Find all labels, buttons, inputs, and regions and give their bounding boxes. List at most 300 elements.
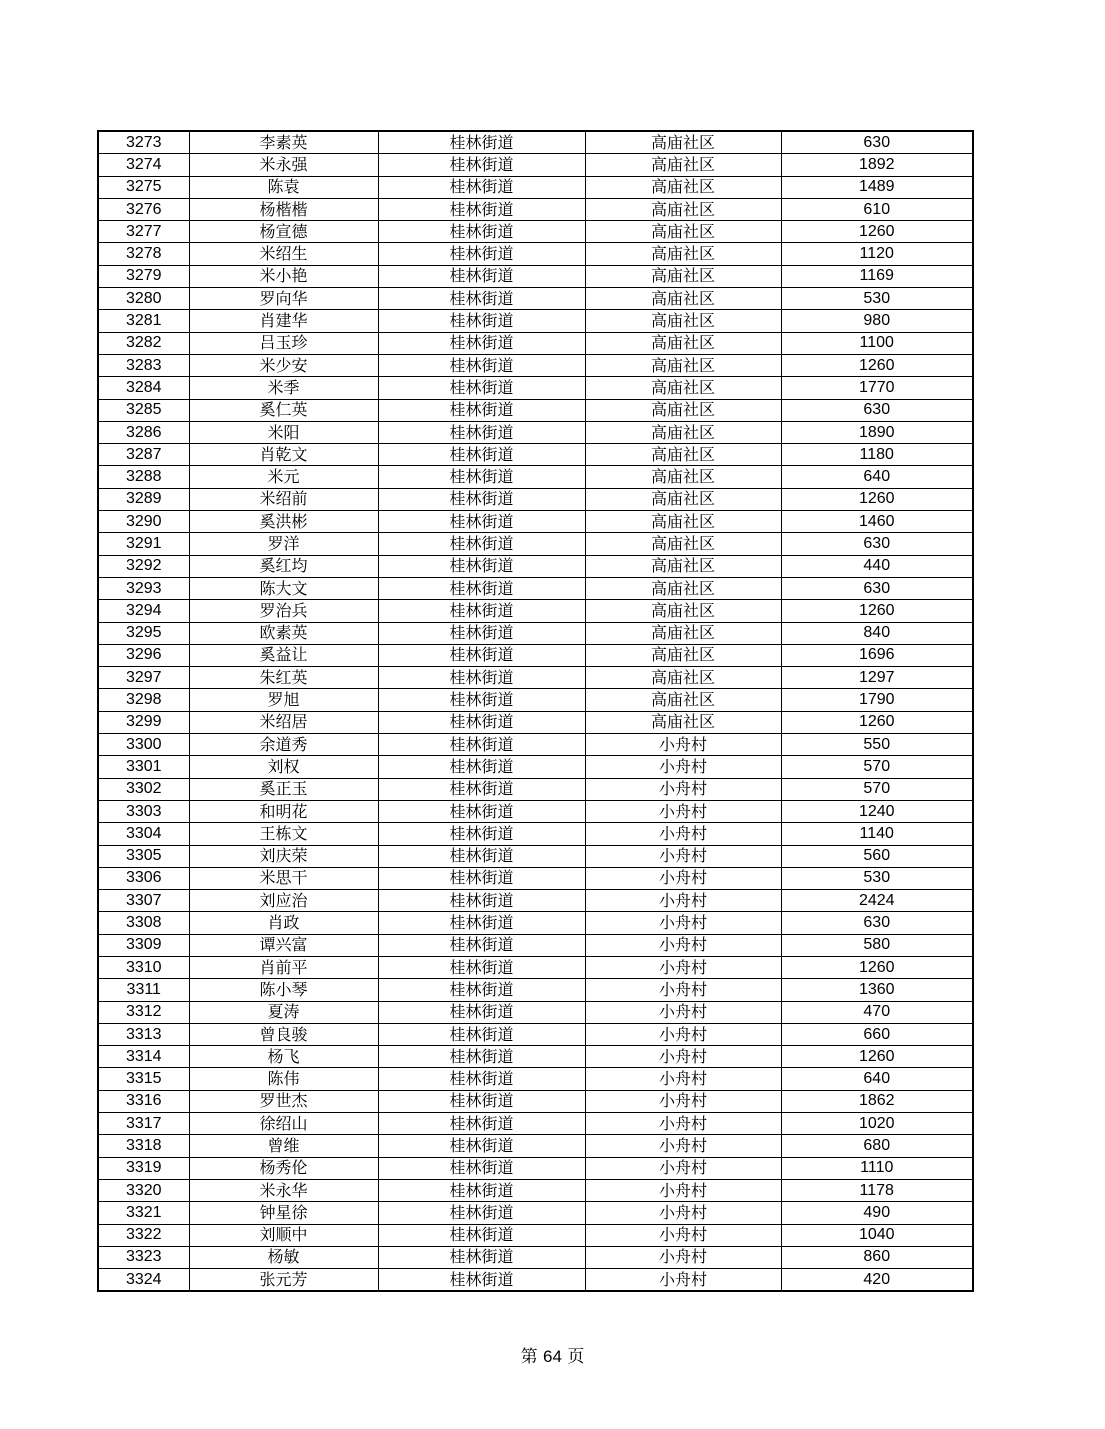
street-cell: 桂林街道: [378, 399, 585, 421]
community-cell: 高庙社区: [585, 131, 781, 154]
amount-cell: 640: [781, 1068, 973, 1090]
table-row: [98, 1224, 973, 1246]
street-cell: 桂林街道: [378, 466, 585, 488]
amount-cell: 1260: [781, 956, 973, 978]
serial-number-cell: 3292: [98, 555, 189, 577]
street-cell: 桂林街道: [378, 823, 585, 845]
community-cell: 小舟村: [585, 1179, 781, 1201]
community-cell: 小舟村: [585, 979, 781, 1001]
community-cell: 高庙社区: [585, 354, 781, 376]
table-row: [98, 1023, 973, 1045]
amount-cell: 610: [781, 198, 973, 220]
community-cell: 高庙社区: [585, 265, 781, 287]
serial-number-cell: 3285: [98, 399, 189, 421]
serial-number-cell: 3302: [98, 778, 189, 800]
name-cell: 谭兴富: [189, 934, 378, 956]
table-row: [98, 667, 973, 689]
name-cell: 米季: [189, 377, 378, 399]
serial-number-cell: 3317: [98, 1113, 189, 1135]
street-cell: 桂林街道: [378, 131, 585, 154]
street-cell: 桂林街道: [378, 488, 585, 510]
table-row: [98, 867, 973, 889]
serial-number-cell: 3319: [98, 1157, 189, 1179]
street-cell: 桂林街道: [378, 934, 585, 956]
community-cell: 高庙社区: [585, 466, 781, 488]
amount-cell: 1260: [781, 600, 973, 622]
serial-number-cell: 3283: [98, 354, 189, 376]
street-cell: 桂林街道: [378, 1023, 585, 1045]
amount-cell: 1890: [781, 421, 973, 443]
table-row: [98, 823, 973, 845]
amount-cell: 630: [781, 131, 973, 154]
table-row: [98, 644, 973, 666]
community-cell: 高庙社区: [585, 221, 781, 243]
amount-cell: 1260: [781, 711, 973, 733]
community-cell: 高庙社区: [585, 511, 781, 533]
community-cell: 高庙社区: [585, 622, 781, 644]
amount-cell: 1489: [781, 176, 973, 198]
serial-number-cell: 3314: [98, 1046, 189, 1068]
community-cell: 小舟村: [585, 823, 781, 845]
amount-cell: 570: [781, 756, 973, 778]
name-cell: 米永强: [189, 154, 378, 176]
name-cell: 米绍前: [189, 488, 378, 510]
table-row: [98, 131, 973, 154]
serial-number-cell: 3303: [98, 800, 189, 822]
table-row: [98, 354, 973, 376]
name-cell: 肖前平: [189, 956, 378, 978]
community-cell: 小舟村: [585, 778, 781, 800]
serial-number-cell: 3306: [98, 867, 189, 889]
community-cell: 小舟村: [585, 1269, 781, 1292]
serial-number-cell: 3321: [98, 1202, 189, 1224]
serial-number-cell: 3316: [98, 1090, 189, 1112]
roster-table-body: [98, 131, 973, 1291]
community-cell: 小舟村: [585, 912, 781, 934]
amount-cell: 1297: [781, 667, 973, 689]
table-row: [98, 1269, 973, 1292]
amount-cell: 630: [781, 399, 973, 421]
serial-number-cell: 3307: [98, 890, 189, 912]
name-cell: 罗洋: [189, 533, 378, 555]
name-cell: 肖建华: [189, 310, 378, 332]
street-cell: 桂林街道: [378, 1113, 585, 1135]
street-cell: 桂林街道: [378, 1068, 585, 1090]
name-cell: 曾维: [189, 1135, 378, 1157]
table-row: [98, 890, 973, 912]
street-cell: 桂林街道: [378, 555, 585, 577]
serial-number-cell: 3282: [98, 332, 189, 354]
street-cell: 桂林街道: [378, 421, 585, 443]
name-cell: 米思干: [189, 867, 378, 889]
amount-cell: 1260: [781, 1046, 973, 1068]
serial-number-cell: 3299: [98, 711, 189, 733]
serial-number-cell: 3276: [98, 198, 189, 220]
serial-number-cell: 3284: [98, 377, 189, 399]
community-cell: 高庙社区: [585, 711, 781, 733]
street-cell: 桂林街道: [378, 265, 585, 287]
table-row: [98, 555, 973, 577]
street-cell: 桂林街道: [378, 644, 585, 666]
amount-cell: 550: [781, 734, 973, 756]
name-cell: 米绍生: [189, 243, 378, 265]
street-cell: 桂林街道: [378, 979, 585, 1001]
amount-cell: 630: [781, 577, 973, 599]
serial-number-cell: 3281: [98, 310, 189, 332]
community-cell: 小舟村: [585, 1157, 781, 1179]
name-cell: 夏涛: [189, 1001, 378, 1023]
name-cell: 余道秀: [189, 734, 378, 756]
serial-number-cell: 3323: [98, 1246, 189, 1268]
community-cell: 小舟村: [585, 1135, 781, 1157]
amount-cell: 1180: [781, 444, 973, 466]
amount-cell: 1260: [781, 488, 973, 510]
amount-cell: 1120: [781, 243, 973, 265]
street-cell: 桂林街道: [378, 890, 585, 912]
table-row: [98, 1046, 973, 1068]
community-cell: 小舟村: [585, 1090, 781, 1112]
street-cell: 桂林街道: [378, 1157, 585, 1179]
community-cell: 小舟村: [585, 1113, 781, 1135]
serial-number-cell: 3295: [98, 622, 189, 644]
table-row: [98, 711, 973, 733]
community-cell: 高庙社区: [585, 600, 781, 622]
name-cell: 罗向华: [189, 288, 378, 310]
name-cell: 奚益让: [189, 644, 378, 666]
name-cell: 陈小琴: [189, 979, 378, 1001]
amount-cell: 1169: [781, 265, 973, 287]
table-row: [98, 488, 973, 510]
name-cell: 奚正玉: [189, 778, 378, 800]
amount-cell: 470: [781, 1001, 973, 1023]
table-row: [98, 511, 973, 533]
community-cell: 高庙社区: [585, 488, 781, 510]
table-row: [98, 243, 973, 265]
serial-number-cell: 3289: [98, 488, 189, 510]
community-cell: 小舟村: [585, 734, 781, 756]
table-row: [98, 689, 973, 711]
name-cell: 米阳: [189, 421, 378, 443]
table-row: [98, 934, 973, 956]
amount-cell: 440: [781, 555, 973, 577]
table-row: [98, 1001, 973, 1023]
street-cell: 桂林街道: [378, 600, 585, 622]
table-row: [98, 912, 973, 934]
street-cell: 桂林街道: [378, 1135, 585, 1157]
table-row: [98, 1246, 973, 1268]
table-row: [98, 288, 973, 310]
name-cell: 吕玉珍: [189, 332, 378, 354]
table-row: [98, 154, 973, 176]
street-cell: 桂林街道: [378, 332, 585, 354]
roster-table: [97, 130, 974, 1292]
name-cell: 陈伟: [189, 1068, 378, 1090]
name-cell: 刘顺中: [189, 1224, 378, 1246]
community-cell: 小舟村: [585, 756, 781, 778]
amount-cell: 1892: [781, 154, 973, 176]
community-cell: 高庙社区: [585, 421, 781, 443]
community-cell: 小舟村: [585, 1046, 781, 1068]
name-cell: 陈大文: [189, 577, 378, 599]
amount-cell: 1100: [781, 332, 973, 354]
street-cell: 桂林街道: [378, 1179, 585, 1201]
amount-cell: 1260: [781, 354, 973, 376]
table-row: [98, 265, 973, 287]
serial-number-cell: 3324: [98, 1269, 189, 1292]
amount-cell: 1862: [781, 1090, 973, 1112]
community-cell: 小舟村: [585, 1202, 781, 1224]
name-cell: 肖乾文: [189, 444, 378, 466]
table-row: [98, 198, 973, 220]
amount-cell: 420: [781, 1269, 973, 1292]
community-cell: 高庙社区: [585, 644, 781, 666]
name-cell: 米少安: [189, 354, 378, 376]
community-cell: 高庙社区: [585, 332, 781, 354]
community-cell: 小舟村: [585, 1023, 781, 1045]
name-cell: 徐绍山: [189, 1113, 378, 1135]
community-cell: 小舟村: [585, 890, 781, 912]
amount-cell: 630: [781, 533, 973, 555]
name-cell: 米小艳: [189, 265, 378, 287]
amount-cell: 580: [781, 934, 973, 956]
page-footer: [0, 1342, 1105, 1367]
serial-number-cell: 3318: [98, 1135, 189, 1157]
street-cell: 桂林街道: [378, 689, 585, 711]
serial-number-cell: 3280: [98, 288, 189, 310]
amount-cell: 570: [781, 778, 973, 800]
page-label-suffix: 页: [567, 1347, 585, 1367]
street-cell: 桂林街道: [378, 711, 585, 733]
serial-number-cell: 3294: [98, 600, 189, 622]
street-cell: 桂林街道: [378, 800, 585, 822]
table-row: [98, 1090, 973, 1112]
serial-number-cell: 3278: [98, 243, 189, 265]
amount-cell: 2424: [781, 890, 973, 912]
community-cell: 小舟村: [585, 956, 781, 978]
name-cell: 欧素英: [189, 622, 378, 644]
table-row: [98, 956, 973, 978]
community-cell: 小舟村: [585, 1001, 781, 1023]
community-cell: 高庙社区: [585, 176, 781, 198]
table-row: [98, 533, 973, 555]
table-row: [98, 310, 973, 332]
street-cell: 桂林街道: [378, 198, 585, 220]
name-cell: 钟星徐: [189, 1202, 378, 1224]
amount-cell: 630: [781, 912, 973, 934]
amount-cell: 1360: [781, 979, 973, 1001]
serial-number-cell: 3298: [98, 689, 189, 711]
serial-number-cell: 3275: [98, 176, 189, 198]
table-row: [98, 778, 973, 800]
name-cell: 杨敏: [189, 1246, 378, 1268]
table-row: [98, 176, 973, 198]
serial-number-cell: 3309: [98, 934, 189, 956]
amount-cell: 1040: [781, 1224, 973, 1246]
street-cell: 桂林街道: [378, 734, 585, 756]
street-cell: 桂林街道: [378, 243, 585, 265]
street-cell: 桂林街道: [378, 1269, 585, 1292]
street-cell: 桂林街道: [378, 778, 585, 800]
serial-number-cell: 3320: [98, 1179, 189, 1201]
serial-number-cell: 3315: [98, 1068, 189, 1090]
street-cell: 桂林街道: [378, 845, 585, 867]
serial-number-cell: 3311: [98, 979, 189, 1001]
serial-number-cell: 3308: [98, 912, 189, 934]
community-cell: 小舟村: [585, 800, 781, 822]
name-cell: 王栋文: [189, 823, 378, 845]
street-cell: 桂林街道: [378, 1202, 585, 1224]
community-cell: 小舟村: [585, 1246, 781, 1268]
serial-number-cell: 3304: [98, 823, 189, 845]
amount-cell: 1770: [781, 377, 973, 399]
street-cell: 桂林街道: [378, 1046, 585, 1068]
street-cell: 桂林街道: [378, 310, 585, 332]
street-cell: 桂林街道: [378, 154, 585, 176]
table-row: [98, 377, 973, 399]
serial-number-cell: 3273: [98, 131, 189, 154]
amount-cell: 490: [781, 1202, 973, 1224]
name-cell: 刘权: [189, 756, 378, 778]
table-row: [98, 979, 973, 1001]
community-cell: 高庙社区: [585, 198, 781, 220]
amount-cell: 660: [781, 1023, 973, 1045]
table-row: [98, 1179, 973, 1201]
community-cell: 小舟村: [585, 934, 781, 956]
name-cell: 刘庆荣: [189, 845, 378, 867]
name-cell: 杨飞: [189, 1046, 378, 1068]
community-cell: 高庙社区: [585, 667, 781, 689]
community-cell: 高庙社区: [585, 555, 781, 577]
community-cell: 高庙社区: [585, 444, 781, 466]
table-row: [98, 1157, 973, 1179]
amount-cell: 840: [781, 622, 973, 644]
amount-cell: 860: [781, 1246, 973, 1268]
community-cell: 高庙社区: [585, 154, 781, 176]
amount-cell: 530: [781, 288, 973, 310]
serial-number-cell: 3310: [98, 956, 189, 978]
amount-cell: 1460: [781, 511, 973, 533]
community-cell: 高庙社区: [585, 689, 781, 711]
amount-cell: 1790: [781, 689, 973, 711]
table-row: [98, 221, 973, 243]
name-cell: 罗世杰: [189, 1090, 378, 1112]
serial-number-cell: 3291: [98, 533, 189, 555]
table-row: [98, 399, 973, 421]
street-cell: 桂林街道: [378, 667, 585, 689]
amount-cell: 1178: [781, 1179, 973, 1201]
table-row: [98, 756, 973, 778]
street-cell: 桂林街道: [378, 176, 585, 198]
amount-cell: 1240: [781, 800, 973, 822]
name-cell: 米绍居: [189, 711, 378, 733]
name-cell: 肖政: [189, 912, 378, 934]
serial-number-cell: 3287: [98, 444, 189, 466]
name-cell: 奚洪彬: [189, 511, 378, 533]
community-cell: 小舟村: [585, 1224, 781, 1246]
community-cell: 高庙社区: [585, 243, 781, 265]
amount-cell: 640: [781, 466, 973, 488]
table-row: [98, 1202, 973, 1224]
table-row: [98, 734, 973, 756]
amount-cell: 1140: [781, 823, 973, 845]
community-cell: 高庙社区: [585, 288, 781, 310]
community-cell: 高庙社区: [585, 310, 781, 332]
name-cell: 杨宣德: [189, 221, 378, 243]
table-row: [98, 600, 973, 622]
table-row: [98, 421, 973, 443]
name-cell: 杨楷楷: [189, 198, 378, 220]
page-number: 64: [543, 1347, 562, 1366]
amount-cell: 530: [781, 867, 973, 889]
name-cell: 陈袁: [189, 176, 378, 198]
name-cell: 罗旭: [189, 689, 378, 711]
name-cell: 曾良骏: [189, 1023, 378, 1045]
community-cell: 高庙社区: [585, 377, 781, 399]
name-cell: 奚仁英: [189, 399, 378, 421]
serial-number-cell: 3312: [98, 1001, 189, 1023]
street-cell: 桂林街道: [378, 912, 585, 934]
table-row: [98, 1135, 973, 1157]
community-cell: 高庙社区: [585, 399, 781, 421]
serial-number-cell: 3322: [98, 1224, 189, 1246]
serial-number-cell: 3301: [98, 756, 189, 778]
street-cell: 桂林街道: [378, 511, 585, 533]
street-cell: 桂林街道: [378, 577, 585, 599]
name-cell: 米元: [189, 466, 378, 488]
street-cell: 桂林街道: [378, 1246, 585, 1268]
street-cell: 桂林街道: [378, 622, 585, 644]
street-cell: 桂林街道: [378, 756, 585, 778]
street-cell: 桂林街道: [378, 1090, 585, 1112]
serial-number-cell: 3290: [98, 511, 189, 533]
name-cell: 杨秀伦: [189, 1157, 378, 1179]
street-cell: 桂林街道: [378, 867, 585, 889]
street-cell: 桂林街道: [378, 444, 585, 466]
amount-cell: 980: [781, 310, 973, 332]
serial-number-cell: 3274: [98, 154, 189, 176]
table-row: [98, 1113, 973, 1135]
serial-number-cell: 3300: [98, 734, 189, 756]
name-cell: 米永华: [189, 1179, 378, 1201]
name-cell: 张元芳: [189, 1269, 378, 1292]
community-cell: 小舟村: [585, 845, 781, 867]
serial-number-cell: 3305: [98, 845, 189, 867]
amount-cell: 1260: [781, 221, 973, 243]
street-cell: 桂林街道: [378, 288, 585, 310]
amount-cell: 1696: [781, 644, 973, 666]
table-row: [98, 332, 973, 354]
community-cell: 小舟村: [585, 1068, 781, 1090]
amount-cell: 680: [781, 1135, 973, 1157]
table-row: [98, 466, 973, 488]
amount-cell: 560: [781, 845, 973, 867]
street-cell: 桂林街道: [378, 533, 585, 555]
serial-number-cell: 3286: [98, 421, 189, 443]
street-cell: 桂林街道: [378, 1224, 585, 1246]
table-row: [98, 1068, 973, 1090]
name-cell: 朱红英: [189, 667, 378, 689]
amount-cell: 1020: [781, 1113, 973, 1135]
street-cell: 桂林街道: [378, 354, 585, 376]
name-cell: 和明花: [189, 800, 378, 822]
street-cell: 桂林街道: [378, 377, 585, 399]
table-row: [98, 444, 973, 466]
table-row: [98, 577, 973, 599]
name-cell: 奚红均: [189, 555, 378, 577]
page-label-prefix: 第: [520, 1347, 538, 1367]
serial-number-cell: 3297: [98, 667, 189, 689]
community-cell: 高庙社区: [585, 533, 781, 555]
